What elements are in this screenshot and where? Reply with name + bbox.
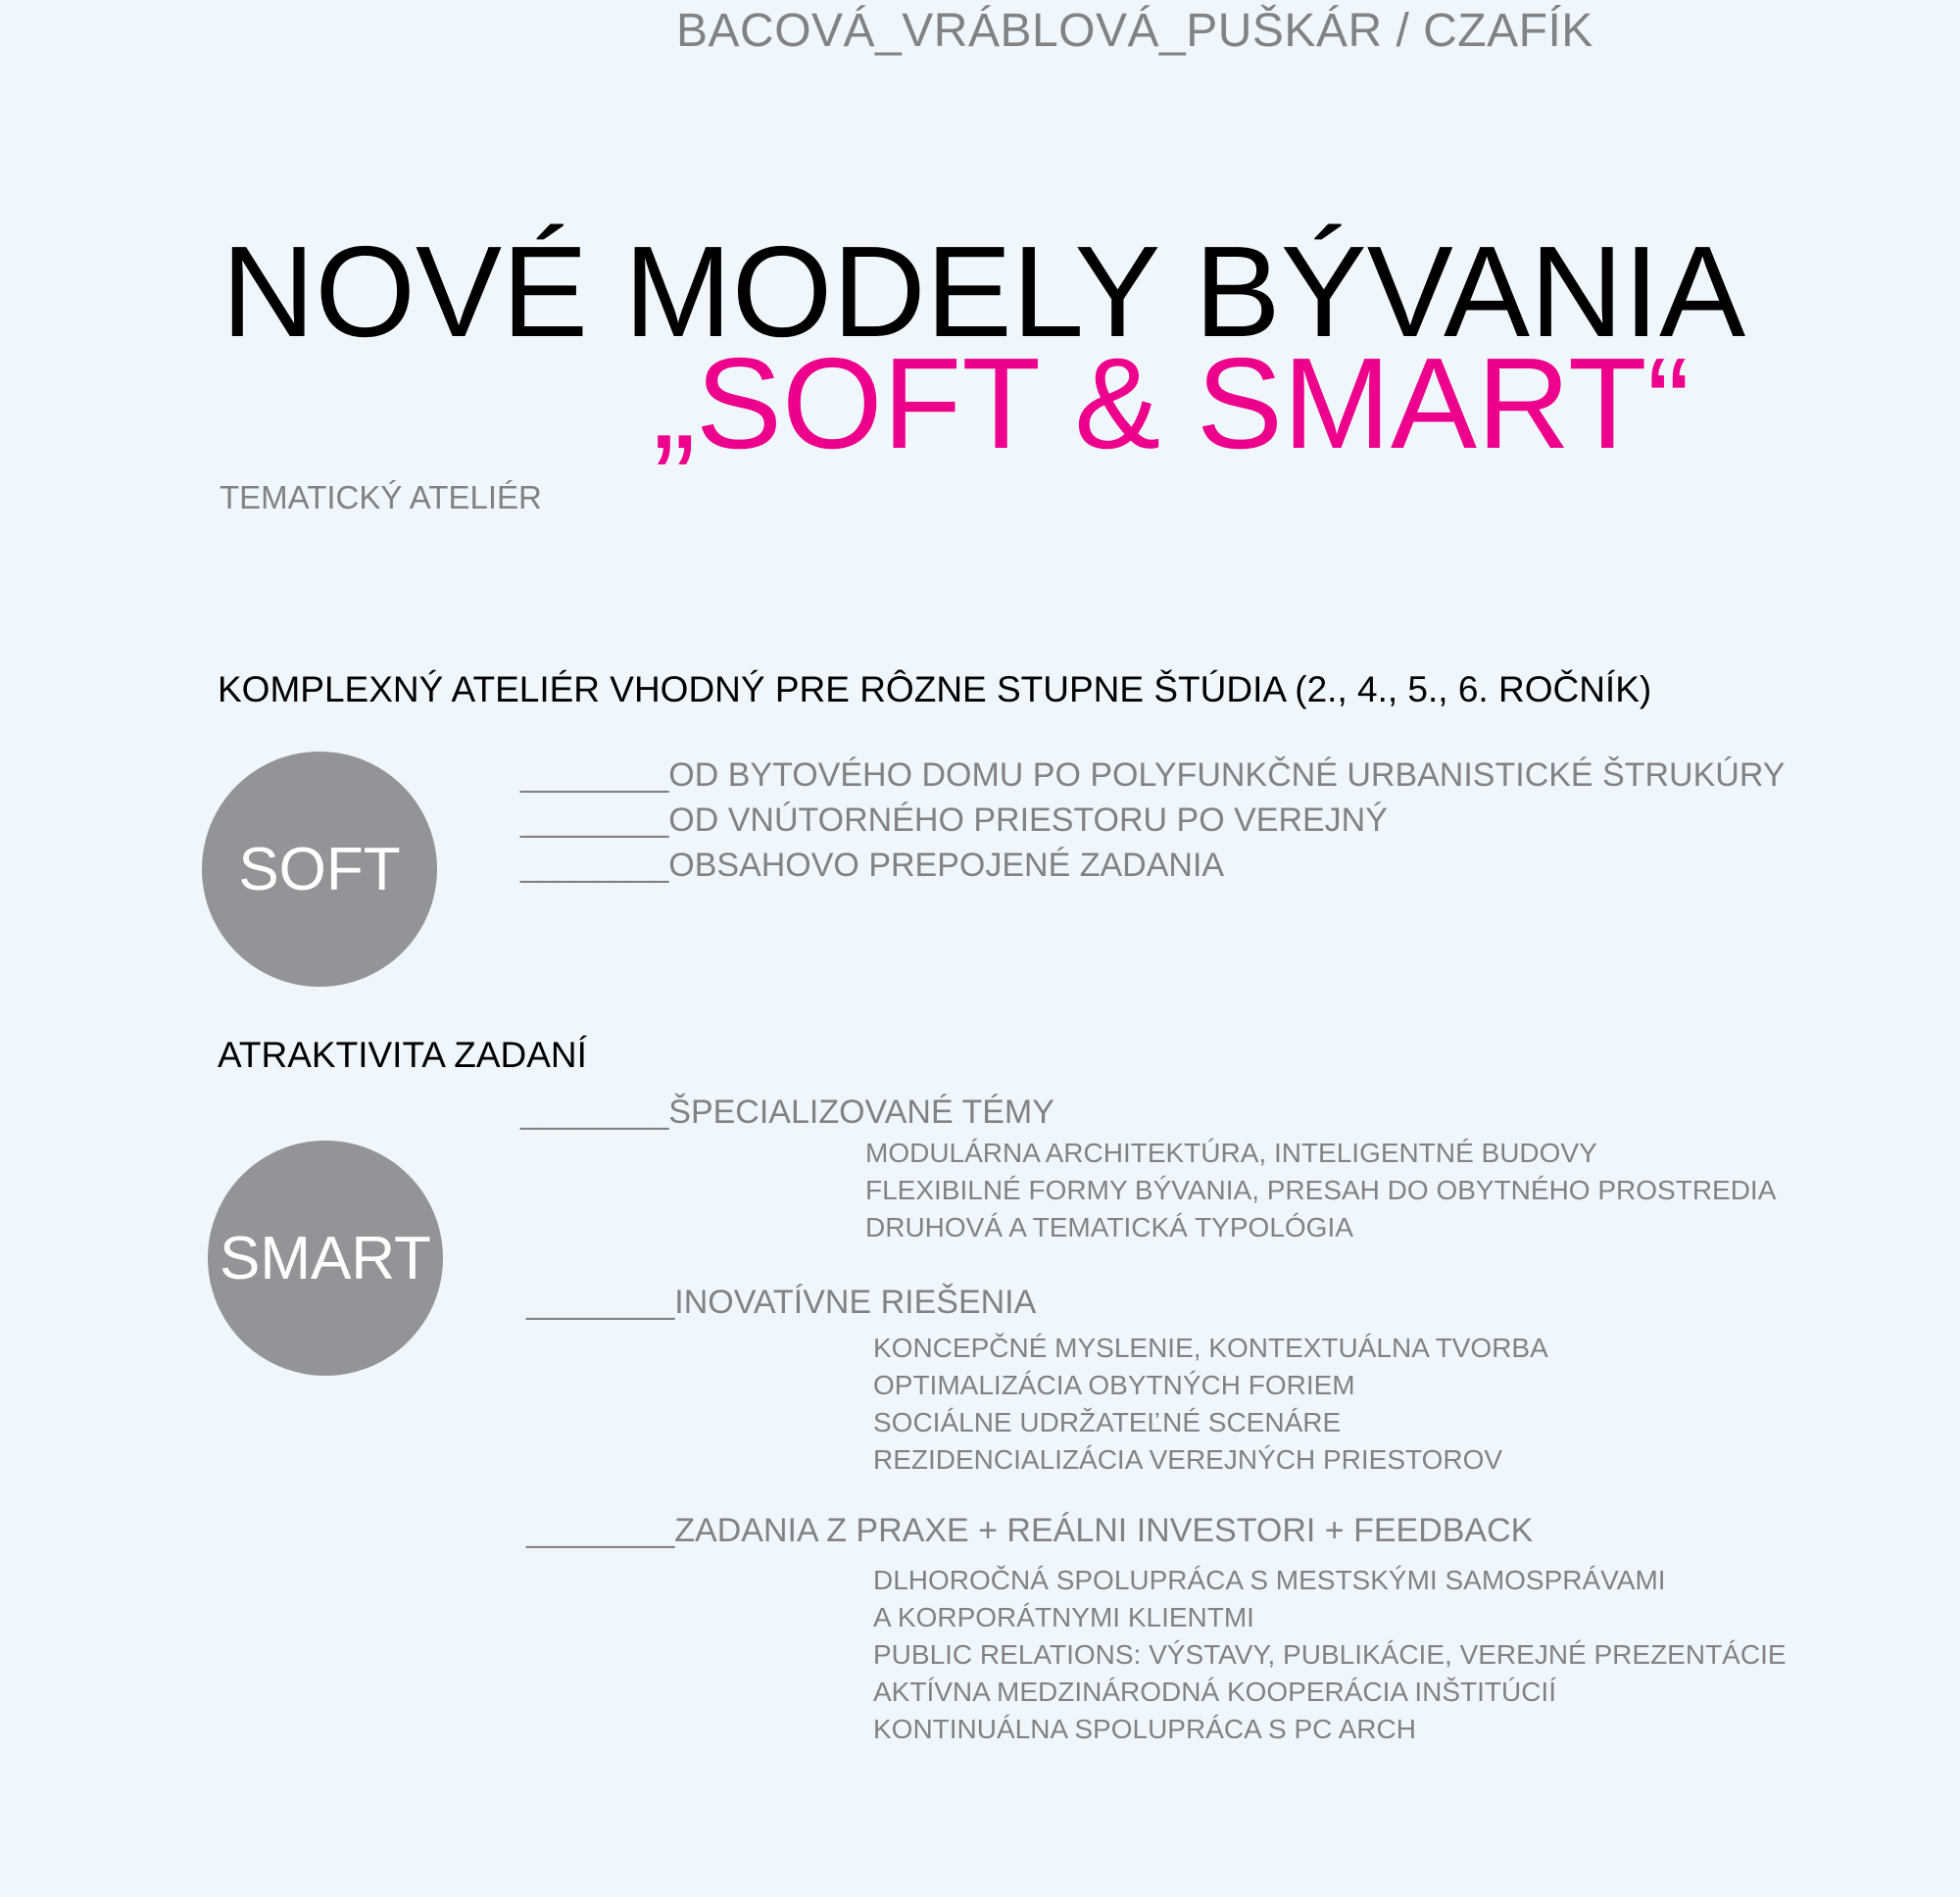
soft-circle xyxy=(202,752,437,987)
soft-circle-label: SOFT xyxy=(238,835,401,903)
page-subtitle: TEMATICKÝ ATELIÉR xyxy=(220,479,542,515)
smart-group-item: OPTIMALIZÁCIA OBYTNÝCH FORIEM xyxy=(873,1370,1355,1400)
soft-bullet: ________OD BYTOVÉHO DOMU PO POLYFUNKČNÉ URBANISTICKÉ ŠTRUKÚRY xyxy=(520,756,1786,794)
smart-group-title: ________ŠPECIALIZOVANÉ TÉMY xyxy=(520,1094,1054,1131)
smart-group-title: ________INOVATÍVNE RIEŠENIA xyxy=(526,1284,1037,1321)
soft-bullet: ________OBSAHOVO PREPOJENÉ ZADANIA xyxy=(520,847,1225,884)
smart-group-item: DRUHOVÁ A TEMATICKÁ TYPOLÓGIA xyxy=(865,1212,1353,1242)
smart-circle xyxy=(208,1141,443,1376)
smart-group-item: REZIDENCIALIZÁCIA VEREJNÝCH PRIESTOROV xyxy=(873,1444,1503,1475)
smart-group-title: ________ZADANIA Z PRAXE + REÁLNI INVESTORI + FEEDBACK xyxy=(526,1512,1534,1549)
smart-group-item: KONTINUÁLNA SPOLUPRÁCA S PC ARCH xyxy=(873,1714,1416,1744)
smart-group-item: KONCEPČNÉ MYSLENIE, KONTEXTUÁLNA TVORBA xyxy=(873,1333,1548,1363)
smart-group-item: MODULÁRNA ARCHITEKTÚRA, INTELIGENTNÉ BUDOVY xyxy=(865,1138,1597,1168)
smart-group-item: FLEXIBILNÉ FORMY BÝVANIA, PRESAH DO OBYTNÉHO PROSTREDIA xyxy=(865,1175,1777,1205)
page-title-accent: „SOFT & SMART“ xyxy=(653,331,1690,475)
soft-bullet: ________OD VNÚTORNÉHO PRIESTORU PO VEREJNÝ xyxy=(520,802,1388,839)
smart-group-item: SOCIÁLNE UDRŽATEĽNÉ SCENÁRE xyxy=(873,1407,1342,1437)
smart-group-item: A KORPORÁTNYMI KLIENTMI xyxy=(873,1602,1254,1632)
page-title: NOVÉ MODELY BÝVANIA xyxy=(221,219,1746,364)
soft-section-heading: KOMPLEXNÝ ATELIÉR VHODNÝ PRE RÔZNE STUPNE ŠTÚDIA (2., 4., 5., 6. ROČNÍK) xyxy=(218,669,1652,709)
authors-line: BACOVÁ_VRÁBLOVÁ_PUŠKÁR / CZAFÍK xyxy=(676,5,1593,57)
smart-group-item: DLHOROČNÁ SPOLUPRÁCA S MESTSKÝMI SAMOSPRÁVAMI xyxy=(873,1565,1666,1595)
smart-group-item: PUBLIC RELATIONS: VÝSTAVY, PUBLIKÁCIE, VEREJNÉ PREZENTÁCIE xyxy=(873,1639,1787,1670)
smart-group-item: AKTÍVNA MEDZINÁRODNÁ KOOPERÁCIA INŠTITÚCIÍ xyxy=(873,1677,1556,1707)
smart-circle-label: SMART xyxy=(220,1224,431,1292)
smart-section-heading: ATRAKTIVITA ZADANÍ xyxy=(218,1035,587,1075)
